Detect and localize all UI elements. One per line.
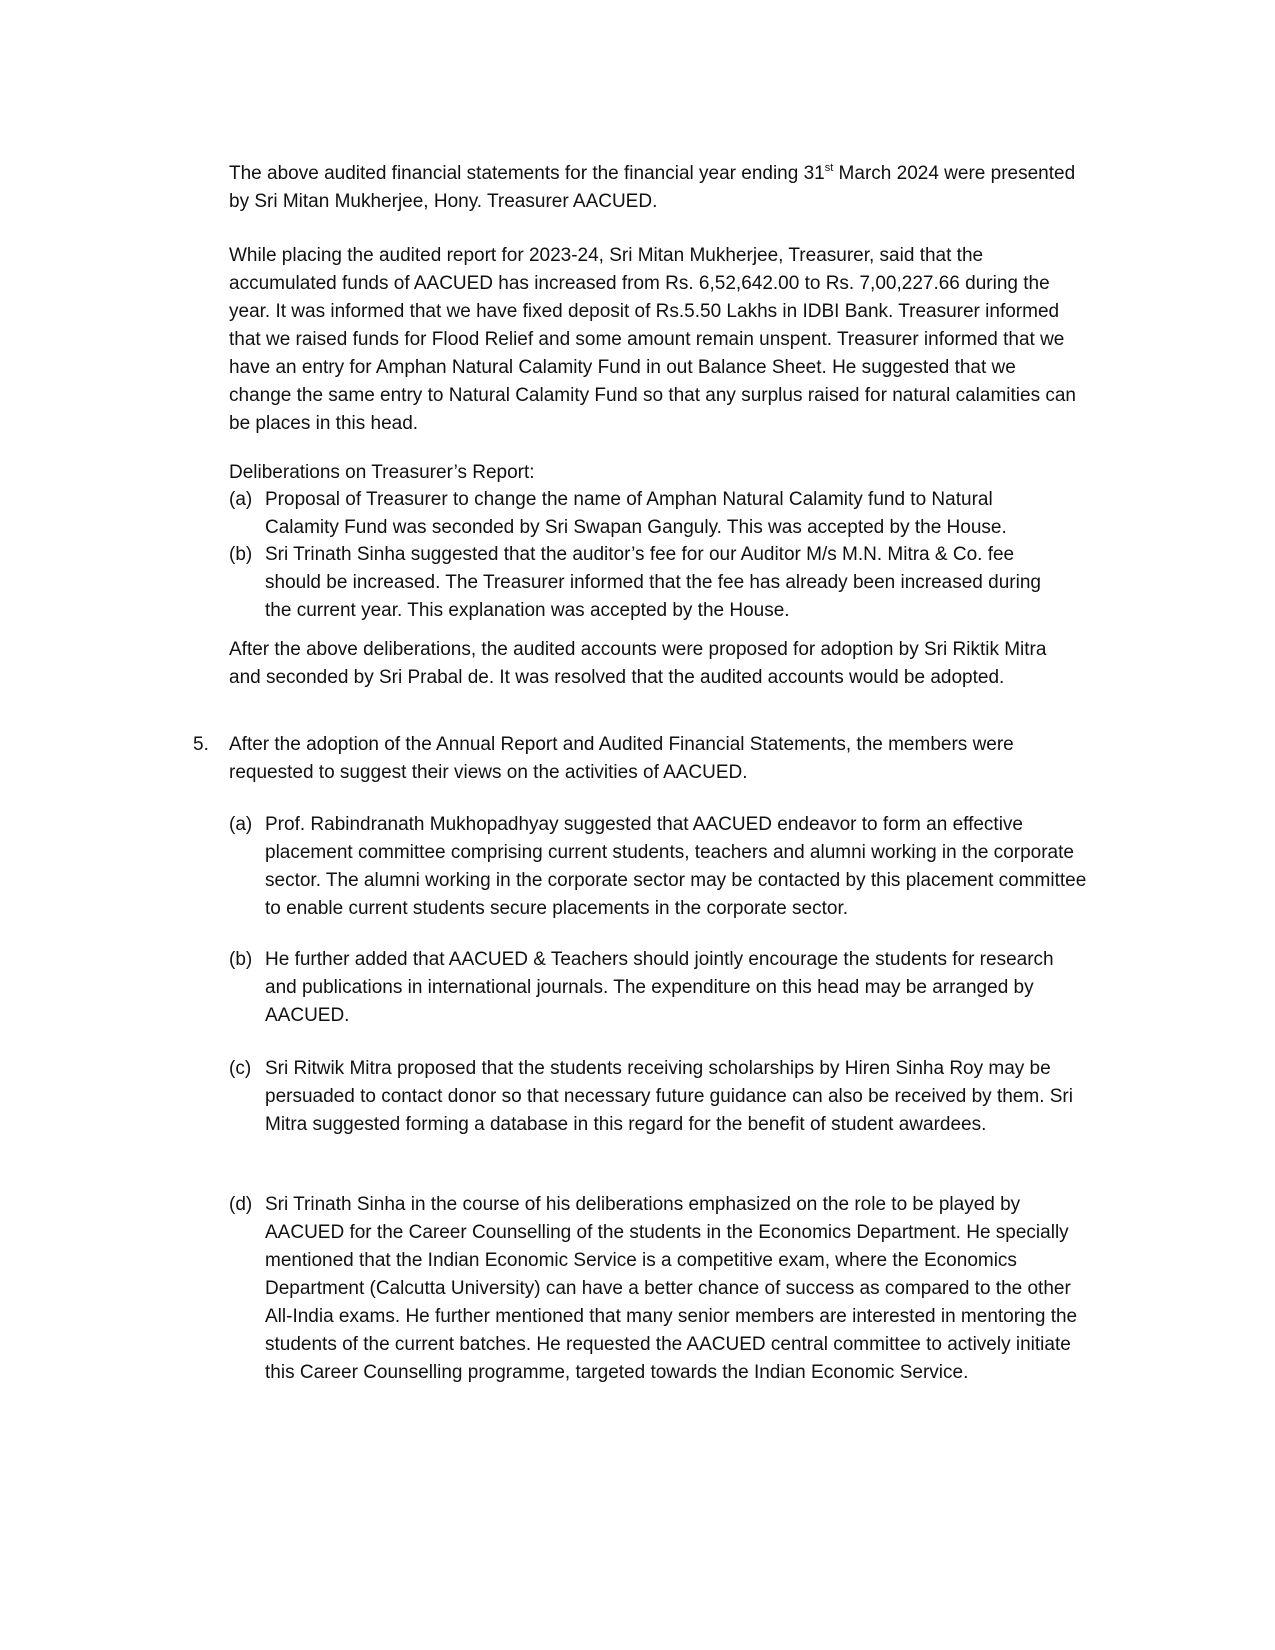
numbered-item-5 — [193, 731, 1083, 787]
numbered-item-5-text: After the adoption of the Annual Report and Audited Financial Statements, the members were requested to suggest their views on the activities of AACUED. — [229, 734, 1014, 783]
suggestion-item-d-marker: (d) — [229, 1194, 253, 1215]
suggestion-item-b-marker: (b) — [229, 949, 253, 970]
suggestion-item-b-text: He further added that AACUED & Teachers should jointly encourage the students for research and publications in international journals. The expenditure on this head may be arranged by AACUED. — [265, 949, 1054, 1026]
suggestion-item-a-text: Prof. Rabindranath Mukhopadhyay suggested that AACUED endeavor to form an effective placement committee comprising current students, teachers and alumni working in the corporate sector. The alumni working in the corporate sector may be contacted by this placement committee to enable current students secure placements in the corporate sector. — [265, 814, 1087, 919]
paragraph-adoption: After the above deliberations, the audited accounts were proposed for adoption by Sri Riktik Mitra and seconded by Sri Prabal de. It was resolved that the audited accounts would be adopted. — [229, 639, 1047, 688]
paragraph-financial-statements — [229, 160, 1079, 216]
ordinal-superscript: st — [824, 162, 834, 174]
suggestion-item-c-text: Sri Ritwik Mitra proposed that the students receiving scholarships by Hiren Sinha Roy may be persuaded to contact donor so that necessary future guidance can also be received by them. Sri Mitra suggested forming a database in this regard for the benefit of student awardees. — [265, 1058, 1073, 1135]
suggestion-item-a-marker: (a) — [229, 814, 253, 835]
paragraph-financial-statements-text-2: March 2024 were presented by Sri Mitan Mukherjee, Hony. Treasurer AACUED. — [229, 163, 1076, 212]
numbered-item-5-marker: 5. — [193, 734, 209, 755]
deliberation-item-a-marker: (a) — [229, 489, 253, 510]
suggestion-item-b — [229, 946, 1089, 1030]
suggestion-item-a — [229, 811, 1089, 923]
suggestion-item-c — [229, 1055, 1089, 1139]
suggestion-item-d-text: Sri Trinath Sinha in the course of his deliberations emphasized on the role to be played by AACUED for the Career Counselling of the students in the Economics Department. He specially mentioned that the Indian Economic Service is a competitive exam, where the Economics Department (Calcutta University) can have a better chance of success as compared to the other All-India exams. He further mentioned that many senior members are interested in mentoring the students of the current batches. He requested the AACUED central committee to actively initiate this Career Counselling programme, targeted towards the Indian Economic Service. — [265, 1194, 1078, 1383]
deliberation-item-b — [229, 541, 1069, 625]
paragraph-financial-statements-text-1: The above audited financial statements for the financial year ending 31 — [229, 163, 825, 184]
suggestion-item-c-marker: (c) — [229, 1058, 252, 1079]
deliberations-heading: Deliberations on Treasurer’s Report: — [229, 462, 535, 483]
deliberation-item-a-text: Proposal of Treasurer to change the name of Amphan Natural Calamity fund to Natural Calamity Fund was seconded by Sri Swapan Ganguly. This was accepted by the House. — [265, 489, 1007, 538]
deliberation-item-a — [229, 486, 1049, 542]
deliberation-item-b-text: Sri Trinath Sinha suggested that the auditor’s fee for our Auditor M/s M.N. Mitra & Co. fee should be increased. The Treasurer informed that the fee has already been increased during the current year. This explanation was accepted by the House. — [265, 544, 1041, 621]
deliberation-item-b-marker: (b) — [229, 544, 253, 565]
suggestion-item-d — [229, 1191, 1089, 1387]
paragraph-treasurer-report: While placing the audited report for 2023-24, Sri Mitan Mukherjee, Treasurer, said that the accumulated funds of AACUED has increased from Rs. 6,52,642.00 to Rs. 7,00,227.66 during the year. It was informed that we have fixed deposit of Rs.5.50 Lakhs in IDBI Bank. Treasurer informed that we raised funds for Flood Relief and some amount remain unspent. Treasurer informed that we have an entry for Amphan Natural Calamity Fund in out Balance Sheet. He suggested that we change the same entry to Natural Calamity Fund so that any surplus raised for natural calamities can be places in this head. — [229, 245, 1076, 434]
